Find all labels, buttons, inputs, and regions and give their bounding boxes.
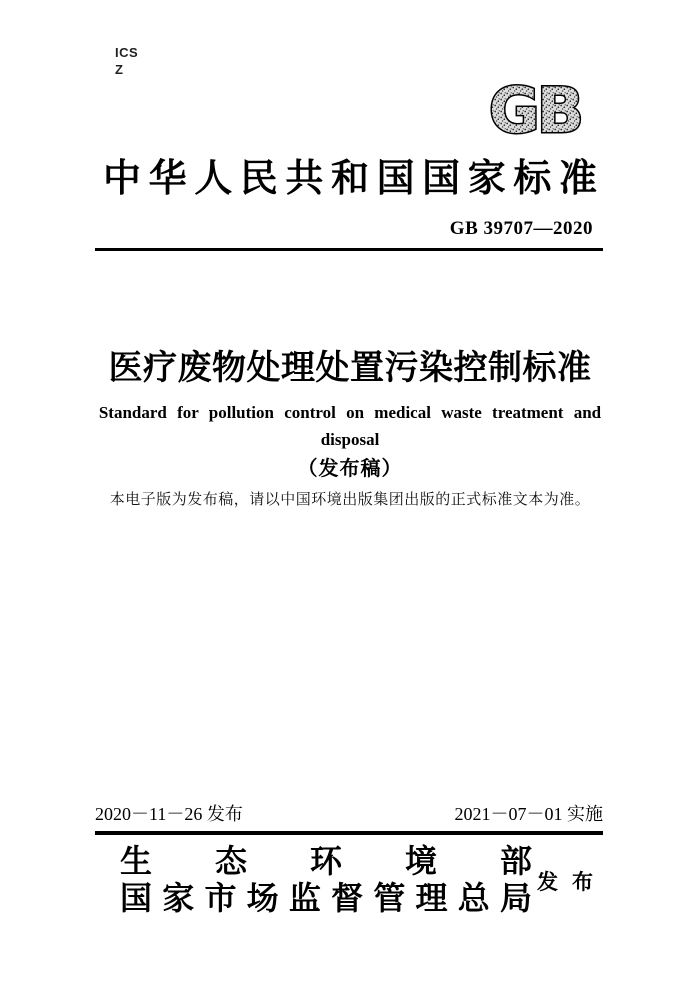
national-standard-heading: 中 华 人 民 共 和 国 国 家 标 准 (103, 158, 597, 200)
ics-label: ICS (115, 45, 139, 60)
ics-class-code: Z (115, 62, 124, 77)
electronic-version-note: 本电子版为发布稿，请以中国环境出版集团出版的正式标准文本为准。 (109, 490, 591, 508)
title-chinese: 医疗废物处理处置污染控制标准 (108, 349, 592, 387)
implementation-date: 2021－07－01 实施 (454, 804, 603, 824)
footer-rule (95, 831, 603, 835)
title-english-line1: Standard for pollution control on medical waste treatment and (98, 403, 602, 422)
svg-text:GB: GB (488, 80, 582, 142)
issued-by-label: 发 布 (537, 870, 593, 894)
draft-status-label: （发布稿） (297, 458, 403, 480)
standard-number: GB 39707—2020 (449, 218, 593, 239)
issuer-state-administration-market-regulation: 国 家 市 场 监 督 管 理 总 局 (120, 880, 532, 916)
ics-block (115, 44, 138, 78)
header-rule (95, 248, 603, 251)
issuer-ministry-ecology-environment: 生 态 环 境 部 (120, 843, 532, 879)
gb-logo-graphic (470, 80, 600, 142)
issue-date: 2020－11－26 发布 (95, 804, 243, 824)
title-english-line2: disposal (320, 430, 380, 449)
gb-logo (470, 80, 600, 142)
dates-row (95, 800, 603, 826)
